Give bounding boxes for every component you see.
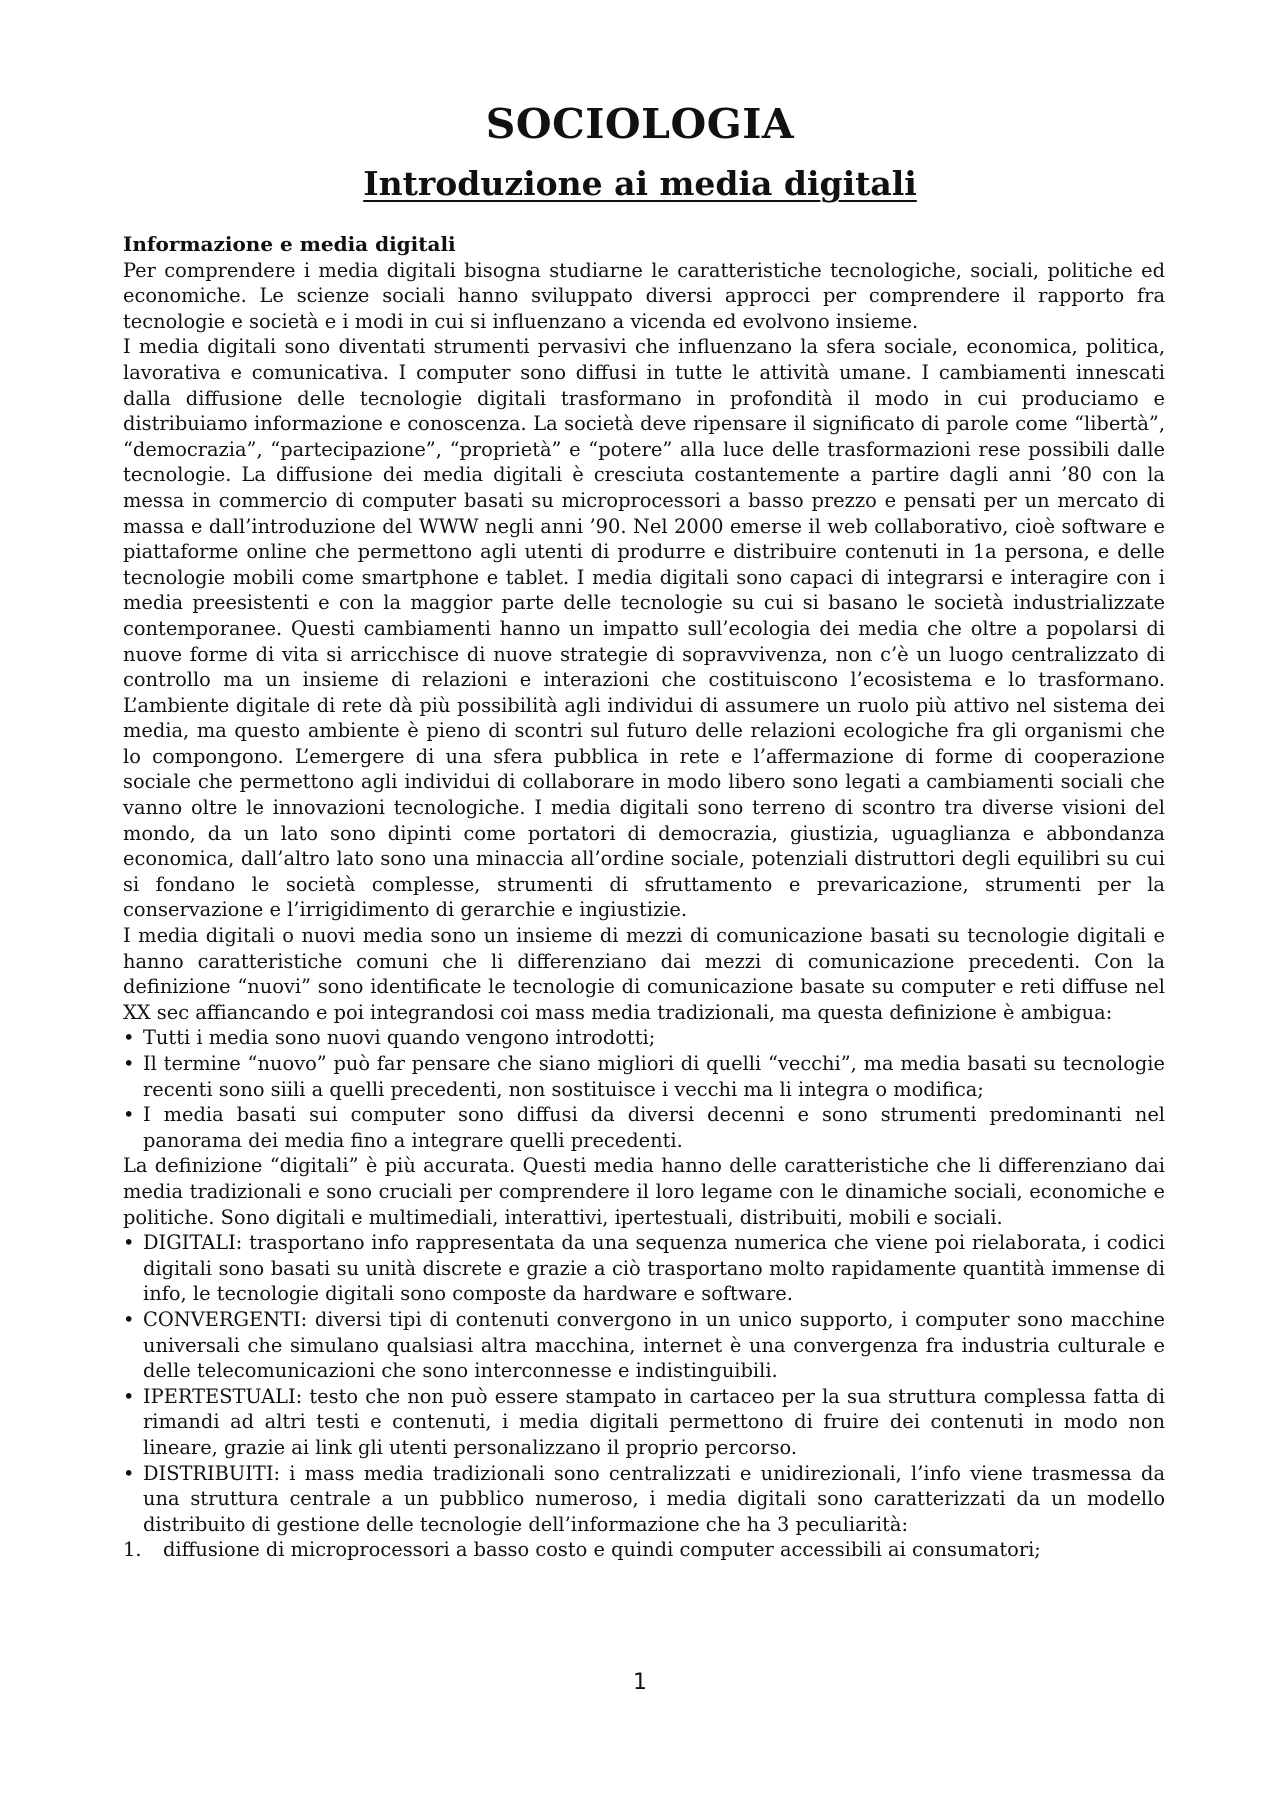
list-item: • CONVERGENTI: diversi tipi di contenuti convergono in un unico supporto, i computer sono macchine universali che simulano qualsiasi altra macchina, internet è una convergenza fra industria culturale e delle telecomunicazioni che sono interconnesse e indistinguibili. <box>123 1307 1165 1384</box>
list-item: • I media basati sui computer sono diffusi da diversi decenni e sono strumenti predominanti nel panorama dei media fino a integrare quelli precedenti. <box>123 1102 1165 1153</box>
list-item: • DIGITALI: trasportano info rappresentata da una sequenza numerica che viene poi rielaborata, i codici digitali sono basati su unità discrete e grazie a ciò trasportano molto rapidamente quantità immense di info, le tecnologie digitali sono composte da hardware e software. <box>123 1230 1165 1307</box>
bullet-list <box>123 1230 1165 1537</box>
paragraph: La definizione “digitali” è più accurata. Questi media hanno delle caratteristiche che li differenziano dai media tradizionali e sono cruciali per comprendere il loro legame con le dinamiche sociali, economiche e politiche. Sono digitali e multimediali, interattivi, ipertestuali, distribuiti, mobili e sociali. <box>123 1154 1165 1229</box>
numbered-item-text: diffusione di microprocessori a basso costo e quindi computer accessibili ai consumatori; <box>163 1538 1041 1562</box>
list-item: • Il termine “nuovo” può far pensare che siano migliori di quelli “vecchi”, ma media basati su tecnologie recenti sono siili a quelli precedenti, non sostituisce i vecchi ma li integra o modifica; <box>123 1051 1165 1102</box>
list-marker: 1. <box>123 1538 142 1562</box>
list-item: • Tutti i media sono nuovi quando vengono introdotti; <box>123 1025 1165 1051</box>
numbered-list <box>123 1537 1165 1563</box>
document-title: SOCIOLOGIA <box>485 100 795 148</box>
bullet-list <box>123 1025 1165 1153</box>
list-item: • IPERTESTUALI: testo che non può essere stampato in cartaceo per la sua struttura complessa fatta di rimandi ad altri testi e contenuti, i media digitali permettono di fruire dei contenuti in modo non lineare, grazie ai link gli utenti personalizzano il proprio percorso. <box>123 1384 1165 1461</box>
paragraph: I media digitali sono diventati strumenti pervasivi che influenzano la sfera sociale, economica, politica, lavorativa e comunicativa. I computer sono diffusi in tutte le attività umane. I cambiamenti innescati dalla diffusione delle tecnologie digitali trasformano in profondità il modo in cui produciamo e distribuiamo informazione e conoscenza. La società deve ripensare il significato di parole come “libertà”, “democrazia”, “partecipazione”, “proprietà” e “potere” alla luce delle trasformazioni rese possibili dalle tecnologie. La diffusione dei media digitali è cresciuta costantemente a partire dagli anni ’80 con la messa in commercio di computer basati su microprocessori a basso prezzo e pensati per un mercato di massa e dall’introduzione del WWW negli anni ’90. Nel 2000 emerse il web collaborativo, cioè software e piattaforme online che permettono agli utenti di produrre e distribuire contenuti in 1a persona, e delle tecnologie mobili come smartphone e tablet. I media digitali sono capaci di integrarsi e interagire con i media preesistenti e con la maggior parte delle tecnologie su cui si basano le società industrializzate contemporanee. Questi cambiamenti hanno un impatto sull’ecologia dei media che oltre a popolarsi di nuove forme di vita si arricchisce di nuove strategie di sopravvivenza, non c’è un luogo centralizzato di controllo ma un insieme di relazioni e interazioni che costituiscono l’ecosistema e lo trasformano. L’ambiente digitale di rete dà più possibilità agli individui di assumere un ruolo più attivo nel sistema dei media, ma questo ambiente è pieno di scontri sul futuro delle relazioni ecologiche fra gli organismi che lo compongono. L’emergere di una sfera pubblica in rete e l’affermazione di forme di cooperazione sociale che permettono agli individui di collaborare in modo libero sono legati a cambiamenti sociali che vanno oltre le innovazioni tecnologiche. I media digitali sono terreno di scontro tra diverse visioni del mondo, da un lato sono dipinti come portatori di democrazia, giustizia, uguaglianza e abbondanza economica, dall’altro lato sono una minaccia all’ordine sociale, potenziali distruttori degli equilibri su cui si fondano le società complesse, strumenti di sfruttamento e prevaricazione, strumenti per la conservazione e l’irrigidimento di gerarchie e ingiustizie. <box>123 335 1165 922</box>
document-body <box>123 232 1165 1563</box>
paragraph: Per comprendere i media digitali bisogna studiarne le caratteristiche tecnologiche, sociali, politiche ed economiche. Le scienze sociali hanno sviluppato diversi approcci per comprendere il rapporto fra tecnologie e società e i modi in cui si influenzano a vicenda ed evolvono insieme. <box>123 258 1165 333</box>
section-heading: Informazione e media digitali <box>123 232 456 256</box>
numbered-item <box>123 1537 1165 1563</box>
page-number: 1 <box>633 1670 647 1695</box>
paragraph: I media digitali o nuovi media sono un insieme di mezzi di comunicazione basati su tecnologie digitali e hanno caratteristiche comuni che li differenziano dai mezzi di comunicazione precedenti. Con la definizione “nuovi” sono identificate le tecnologie di comunicazione basate su computer e reti diffuse nel XX sec affiancando e poi integrandosi coi mass media tradizionali, ma questa definizione è ambigua: <box>123 924 1165 1024</box>
list-item: • DISTRIBUITI: i mass media tradizionali sono centralizzati e unidirezionali, l’info viene trasmessa da una struttura centrale a un pubblico numeroso, i media digitali sono caratterizzati da un modello distribuito di gestione delle tecnologie dell’informazione che ha 3 peculiarità: <box>123 1461 1165 1538</box>
document-subtitle: Introduzione ai media digitali <box>363 164 917 203</box>
